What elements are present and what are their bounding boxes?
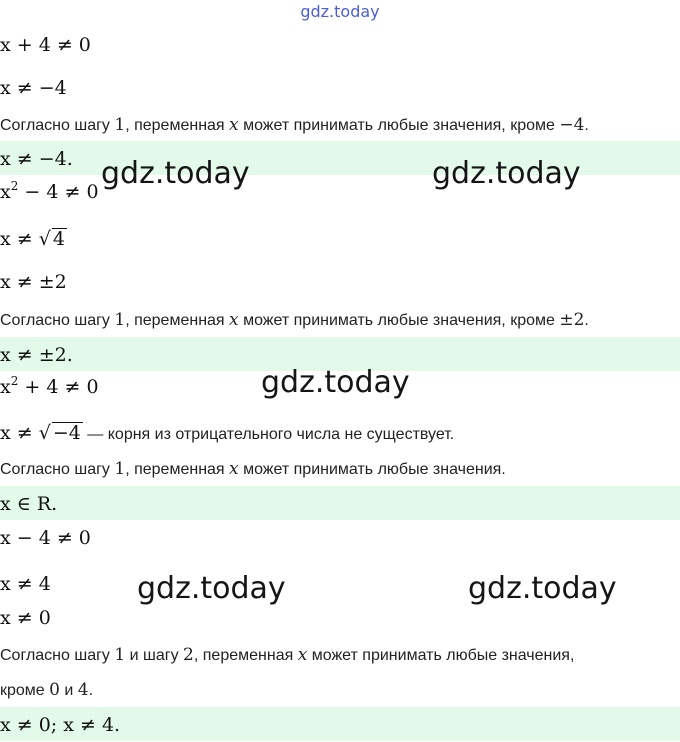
explanation-text: Согласно шагу 1, переменная x может принимать любые значения, кроме ±2. bbox=[0, 310, 589, 330]
equation-line: x − 4 ≠ 0 bbox=[0, 527, 91, 549]
equation-line: x ≠ 4 bbox=[0, 573, 51, 595]
answer-text: x ∈ R. bbox=[0, 493, 58, 515]
equation-line: x + 4 ≠ 0 bbox=[0, 34, 91, 56]
answer-highlight-3 bbox=[0, 486, 680, 520]
watermark: gdz.today bbox=[261, 365, 410, 400]
equation-line: x ≠ √ 4 bbox=[0, 228, 65, 250]
watermark: gdz.today bbox=[101, 156, 250, 191]
watermark: gdz.today bbox=[432, 156, 581, 191]
equation-line: x ≠ √ −4 — корня из отрицательного числа не существует. bbox=[0, 422, 455, 444]
explanation-text: Согласно шагу 1, переменная x может принимать любые значения, кроме −4. bbox=[0, 115, 589, 135]
equation-line: $x^2 - 4 \ne 0$ bbox=[0, 179, 99, 203]
equation-line: $x^2 + 4 \ne 0$ bbox=[0, 374, 99, 398]
equation-line: x ≠ ±2 bbox=[0, 271, 67, 293]
explanation-text: Согласно шагу 1, переменная x может принимать любые значения. bbox=[0, 459, 506, 479]
equation-line: x ≠ 0 bbox=[0, 607, 51, 629]
watermark: gdz.today bbox=[137, 571, 286, 606]
answer-text: x ≠ ±2. bbox=[0, 344, 73, 366]
equation-line: x ≠ −4 bbox=[0, 77, 67, 99]
explanation-text: Согласно шагу 1 и шагу 2, переменная x может принимать любые значения, bbox=[0, 645, 575, 665]
answer-text: x ≠ 0; x ≠ 4. bbox=[0, 714, 121, 736]
explanation-text: кроме 0 и 4. bbox=[0, 680, 94, 700]
site-header-link[interactable]: gdz.today bbox=[300, 2, 380, 21]
watermark: gdz.today bbox=[468, 571, 617, 606]
answer-text: x ≠ −4. bbox=[0, 148, 73, 170]
